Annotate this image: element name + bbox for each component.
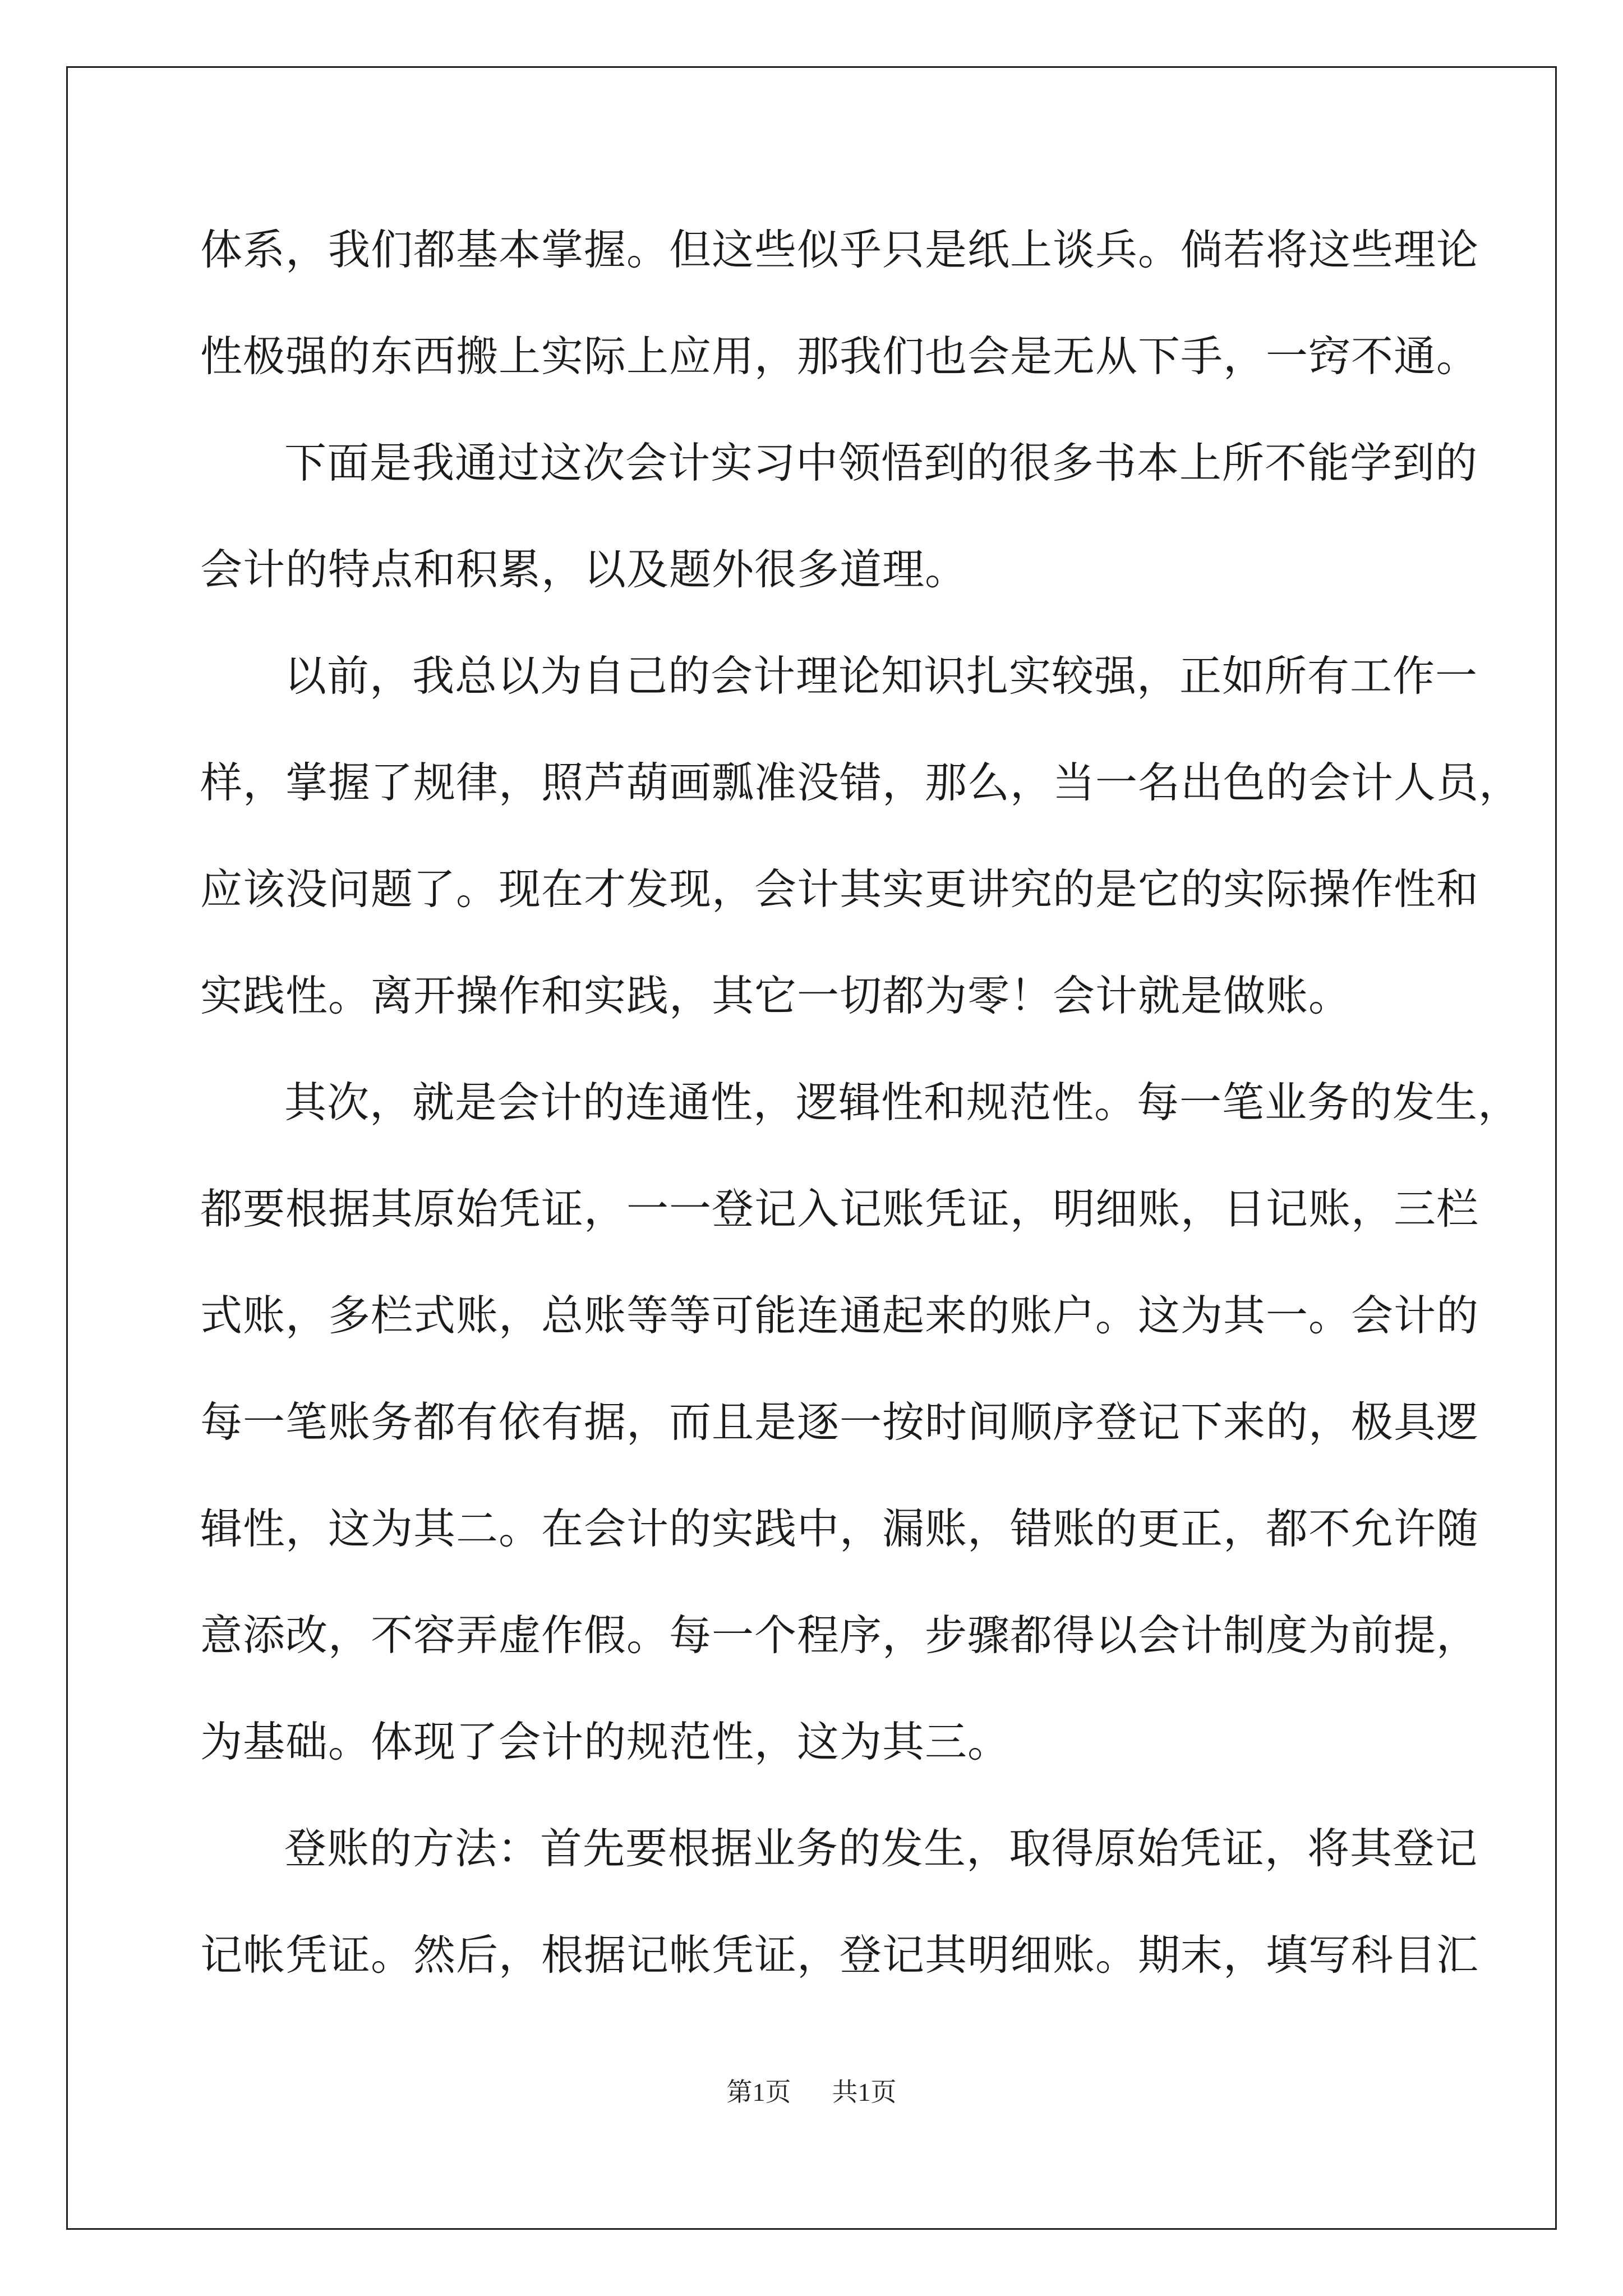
text-line: 每一笔账务都有依有据，而且是逐一按时间顺序登记下来的，极具逻	[200, 1397, 1479, 1447]
document-body	[200, 219, 1522, 2031]
paragraph-start-line: 以前，我总以为自己的会计理论知识扎实较强，正如所有工作一	[284, 651, 1478, 701]
text-line: 体系，我们都基本掌握。但这些似乎只是纸上谈兵。倘若将这些理论	[200, 225, 1479, 274]
text-line: 实践性。离开操作和实践，其它一切都为零！会计就是做账。	[200, 971, 1352, 1020]
text-line: 意添改，不容弄虚作假。每一个程序，步骤都得以会计制度为前提，	[200, 1611, 1479, 1660]
text-line: 应该没问题了。现在才发现，会计其实更讲究的是它的实际操作性和	[200, 864, 1479, 914]
text-line: 式账，多栏式账，总账等等可能连通起来的账户。这为其一。会计的	[200, 1291, 1479, 1340]
page-footer	[0, 2076, 1623, 2109]
text-line: 性极强的东西搬上实际上应用，那我们也会是无从下手，一窍不通。	[200, 332, 1479, 381]
text-line: 辑性，这为其二。在会计的实践中，漏账，错账的更正，都不允许随	[200, 1504, 1479, 1553]
text-line: 会计的特点和积累，以及题外很多道理。	[200, 545, 968, 594]
page-number: 第1页	[726, 2078, 791, 2106]
page-total: 共1页	[832, 2078, 897, 2106]
text-line: 为基础。体现了会计的规范性，这为其三。	[200, 1717, 1011, 1766]
text-line: 样，掌握了规律，照芦葫画瓢准没错，那么，当一名出色的会计人员，	[200, 758, 1522, 807]
text-line: 记帐凭证。然后，根据记帐凭证，登记其明细账。期末，填写科目汇	[200, 1930, 1479, 1980]
paragraph-start-line: 下面是我通过这次会计实习中领悟到的很多书本上所不能学到的	[284, 438, 1478, 487]
text-line: 都要根据其原始凭证，一一登记入记账凭证，明细账，日记账，三栏	[200, 1184, 1479, 1234]
paragraph-start-line: 登账的方法：首先要根据业务的发生，取得原始凭证，将其登记	[284, 1824, 1478, 1873]
paragraph-start-line: 其次，就是会计的连通性，逻辑性和规范性。每一笔业务的发生，	[284, 1078, 1521, 1127]
